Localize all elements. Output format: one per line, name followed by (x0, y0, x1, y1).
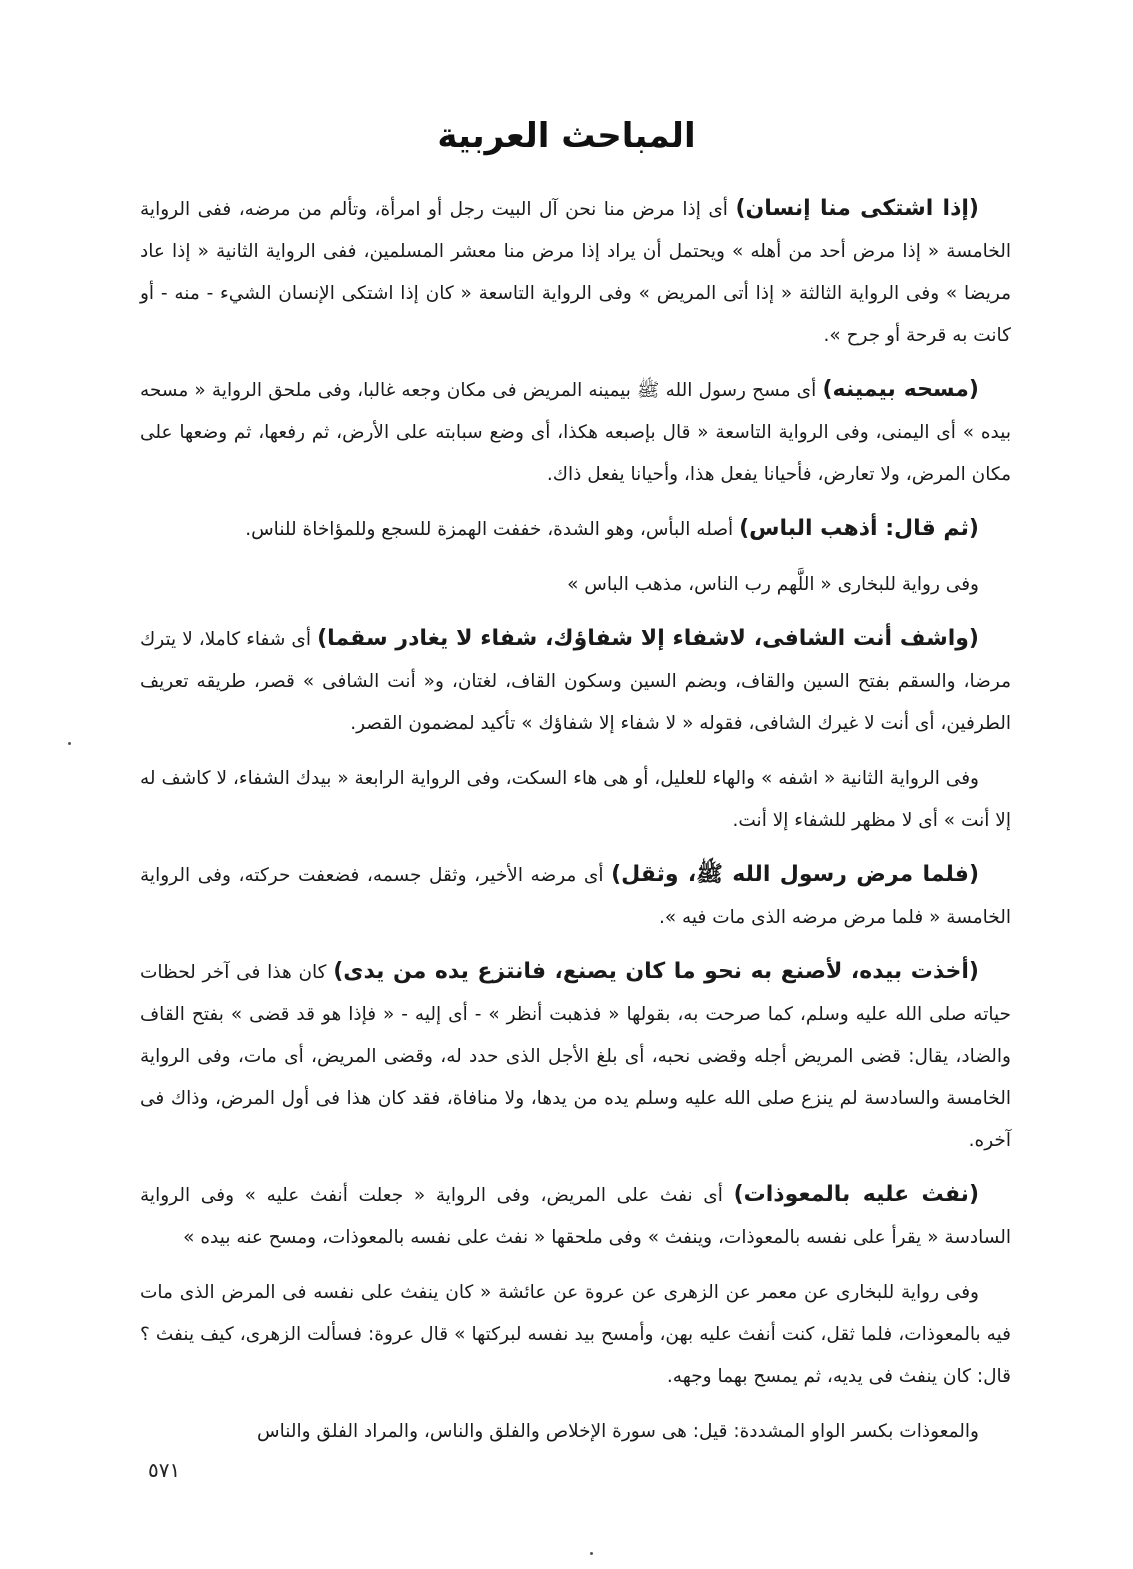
paragraph-text: أى شفاء كاملا، لا يترك مرضا، والسقم بفتح السين والقاف، وبضم السين وسكون القاف، لغتان، و« أنت الشافى » قصر، طريقه تعريف الطرفين، أى أنت لا غيرك الشافى، فقوله « لا شفاء إلا شفاؤك » تأكيد لمضمون القصر. (140, 629, 1011, 734)
paragraph-lead: (ثم قال: أذهب الباس) (739, 516, 979, 541)
paragraph-lead: (نفث عليه بالمعوذات) (733, 1182, 979, 1207)
paragraph-text: وفى رواية للبخارى عن معمر عن الزهرى عن عروة عن عائشة « كان ينفث على نفسه فى المرض الذى مات فيه بالمعوذات، فلما ثقل، كنت أنفث عليه بهن، وأمسح بيد نفسه لبركتها » قال عروة: فسألت الزهرى، كيف ينفث ؟ قال: كان ينفث فى يديه، ثم يمسح بهما وجهه. (140, 1282, 1011, 1387)
paragraph-text: أى مرضه الأخير، وثقل جسمه، فضعفت حركته، وفى الرواية الخامسة « فلما مرض مرضه الذى مات فيه ». (140, 865, 1011, 928)
paragraph (140, 1410, 1011, 1453)
scan-speck (68, 742, 71, 745)
paragraph (140, 563, 1011, 606)
paragraph-lead: (واشف أنت الشافى، لاشفاء إلا شفاؤك، شفاء لا يغادر سقما) (317, 626, 979, 651)
paragraph (140, 1174, 1011, 1259)
paragraph (140, 188, 1011, 357)
paragraph-text: والمعوذات بكسر الواو المشددة: قيل: هى سورة الإخلاص والفلق والناس، والمراد الفلق والناس (257, 1421, 979, 1442)
paragraph-lead: (أخذت بيده، لأصنع به نحو ما كان يصنع، فانتزع يده من يدى) (333, 959, 979, 984)
paragraph (140, 508, 1011, 551)
paragraph (140, 757, 1011, 842)
paragraph-text: وفى الرواية الثانية « اشفه » والهاء للعليل، أو هى هاء السكت، وفى الرواية الرابعة « بيدك الشفاء، لا كاشف له إلا أنت » أى لا مظهر للشفاء إلا أنت. (140, 768, 1011, 831)
paragraph-text: كان هذا فى آخر لحظات حياته صلى الله عليه وسلم، كما صرحت به، بقولها « فذهبت أنظر » - أى إليه - « فإذا هو قد قضى » بفتح القاف والضاد، يقال: قضى المريض أجله وقضى نحبه، أى بلغ الأجل الذى حدد له، وقضى المريض، أى مات، وفى الرواية الخامسة والسادسة لم ينزع صلى الله عليه وسلم يده من يدها، ولا منافاة، فقد كان هذا فى أول المرض، وذاك فى آخره. (140, 962, 1011, 1151)
paragraph (140, 951, 1011, 1162)
paragraph-text: أى نفث على المريض، وفى الرواية « جعلت أنفث عليه » وفى الرواية السادسة « يقرأ على نفسه بالمعوذات، وينفث » وفى ملحقها « نفث على نفسه بالمعوذات، ومسح عنه بيده » (140, 1185, 1011, 1248)
paragraph (140, 618, 1011, 745)
paragraph (140, 369, 1011, 496)
paragraph-lead: (فلما مرض رسول الله ﷺ، وثقل) (611, 862, 979, 887)
paragraph (140, 1271, 1011, 1398)
paragraph-text: أى إذا مرض منا نحن آل البيت رجل أو امرأة، وتألم من مرضه، ففى الرواية الخامسة « إذا مرض أحد من أهله » ويحتمل أن يراد إذا مرض منا معشر المسلمين، ففى الرواية الثانية « إذا عاد مريضا » وفى الرواية الثالثة « إذا أتى المريض » وفى الرواية التاسعة « كان إذا اشتكى الإنسان الشيء - منه - أو كانت به قرحة أو جرح ». (140, 199, 1011, 346)
paragraph-text: أى مسح رسول الله ﷺ بيمينه المريض فى مكان وجعه غالبا، وفى ملحق الرواية « مسحه بيده » أى اليمنى، وفى الرواية التاسعة « قال بإصبعه هكذا، أى وضع سبابته على الأرض، ثم رفعها، ثم وضعها على مكان المرض، ولا تعارض، فأحيانا يفعل هذا، وأحيانا يفعل ذاك. (140, 380, 1011, 485)
paragraph-text: أصله البأس، وهو الشدة، خففت الهمزة للسجع وللمؤاخاة للناس. (245, 519, 740, 540)
paragraph-lead: (إذا اشتكى منا إنسان) (735, 196, 979, 221)
scan-speck (590, 1552, 593, 1555)
paragraph-text: وفى رواية للبخارى « اللَّهم رب الناس، مذهب الباس » (567, 574, 979, 595)
page-number: ٥٧١ (148, 1458, 181, 1482)
paragraph (140, 854, 1011, 939)
body-text (140, 188, 1011, 1465)
page-title: المباحث العربية (437, 116, 696, 156)
paragraph-lead: (مسحه بيمينه) (822, 377, 979, 402)
